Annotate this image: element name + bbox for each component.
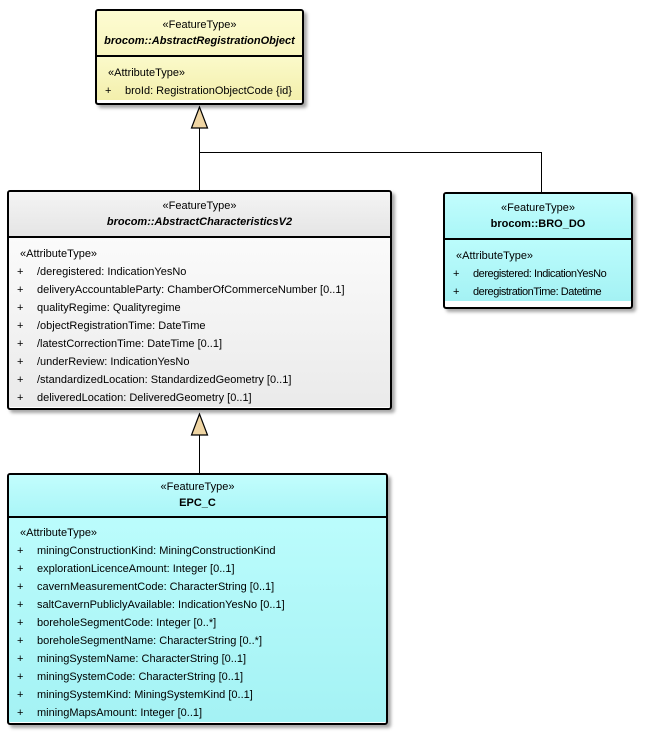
- attribute-text: boreholeSegmentCode: Integer [0..*]: [37, 617, 217, 629]
- visibility-marker: +: [17, 563, 24, 575]
- visibility-marker: +: [17, 320, 24, 332]
- class-name: brocom::AbstractRegistrationObject: [104, 34, 295, 47]
- class-stereotype: «FeatureType»: [162, 18, 237, 31]
- class-stereotype: «FeatureType»: [501, 201, 575, 214]
- class-stereotype: «FeatureType»: [162, 199, 237, 212]
- attribute-row: [15, 686, 380, 704]
- attribute-text: /standardizedLocation: StandardizedGeometry [0..1]: [37, 374, 292, 386]
- attribute-text: miningConstructionKind: MiningConstructionKind: [37, 545, 276, 557]
- attribute-text: saltCavernPubliclyAvailable: IndicationYesNo [0..1]: [37, 599, 285, 611]
- attribute-row: [15, 317, 384, 335]
- attribute-compartment-label: «AttributeType»: [20, 248, 98, 260]
- class-box-abstract-registration-object: [95, 9, 304, 105]
- visibility-marker: +: [17, 392, 24, 404]
- attribute-row: [15, 542, 380, 560]
- attribute-text: /underReview: IndicationYesNo: [37, 356, 190, 368]
- attribute-row: [15, 560, 380, 578]
- attribute-compartment: [97, 57, 302, 100]
- attribute-text: miningMapsAmount: Integer [0..1]: [37, 707, 203, 719]
- class-box-bro-do: [443, 192, 633, 309]
- attribute-compartment: [9, 518, 386, 722]
- attribute-row: [103, 82, 296, 100]
- visibility-marker: +: [17, 266, 24, 278]
- class-name: brocom::BRO_DO: [490, 217, 586, 230]
- class-header: [9, 475, 386, 518]
- class-stereotype: «FeatureType»: [160, 481, 235, 493]
- attribute-row: [15, 299, 384, 317]
- attribute-row: [15, 353, 384, 371]
- visibility-marker: +: [105, 85, 112, 97]
- visibility-marker: +: [17, 599, 24, 611]
- attribute-row: [15, 704, 380, 722]
- visibility-marker: +: [17, 338, 24, 350]
- attribute-text: /deregistered: IndicationYesNo: [37, 266, 187, 278]
- visibility-marker: +: [453, 286, 460, 298]
- attribute-compartment-label: «AttributeType»: [456, 250, 534, 262]
- visibility-marker: +: [17, 689, 24, 701]
- attribute-row: [451, 265, 625, 283]
- attribute-text: /latestCorrectionTime: DateTime [0..1]: [37, 338, 223, 350]
- class-box-abstract-characteristics-v2: [7, 190, 392, 410]
- attribute-row: [451, 283, 625, 301]
- attribute-compartment-label: «AttributeType»: [20, 527, 98, 539]
- attribute-row: [15, 668, 380, 686]
- attribute-text: deregistrationTime: Datetime: [473, 286, 602, 298]
- attribute-text: cavernMeasurementCode: CharacterString [0..1]: [37, 581, 275, 593]
- class-header: [445, 194, 631, 240]
- attribute-row: [15, 596, 380, 614]
- attribute-compartment: [9, 238, 390, 407]
- attribute-row: [15, 632, 380, 650]
- class-name: brocom::AbstractCharacteristicsV2: [106, 215, 293, 228]
- attribute-compartment: [445, 240, 631, 301]
- attribute-row: [15, 335, 384, 353]
- attribute-text: explorationLicenceAmount: Integer [0..1]: [37, 563, 235, 575]
- attribute-text: miningSystemName: CharacterString [0..1]: [37, 653, 247, 665]
- attribute-row: [15, 389, 384, 407]
- attribute-row: [15, 281, 384, 299]
- visibility-marker: +: [453, 268, 460, 280]
- attribute-text: deregistered: IndicationYesNo: [473, 268, 607, 280]
- visibility-marker: +: [17, 284, 24, 296]
- attribute-text: /objectRegistrationTime: DateTime: [37, 320, 206, 332]
- attribute-row: [15, 263, 384, 281]
- attribute-text: broId: RegistrationObjectCode {id}: [125, 85, 292, 97]
- attribute-text: deliveredLocation: DeliveredGeometry [0..1]: [37, 392, 252, 404]
- attribute-compartment-label: «AttributeType»: [108, 67, 186, 79]
- visibility-marker: +: [17, 581, 24, 593]
- attribute-row: [15, 650, 380, 668]
- class-name: EPC_C: [179, 497, 216, 509]
- visibility-marker: +: [17, 635, 24, 647]
- generalization-arrowhead-icon: [192, 414, 208, 435]
- attribute-text: miningSystemCode: CharacterString [0..1]: [37, 671, 244, 683]
- visibility-marker: +: [17, 374, 24, 386]
- attribute-row: [15, 578, 380, 596]
- class-header: [9, 192, 390, 238]
- connector-line: [200, 153, 542, 194]
- attribute-text: qualityRegime: Qualityregime: [37, 302, 181, 314]
- visibility-marker: +: [17, 302, 24, 314]
- visibility-marker: +: [17, 653, 24, 665]
- attribute-text: boreholeSegmentName: CharacterString [0..*]: [37, 635, 263, 647]
- visibility-marker: +: [17, 545, 24, 557]
- visibility-marker: +: [17, 356, 24, 368]
- attribute-row: [15, 614, 380, 632]
- class-header: [97, 11, 302, 57]
- class-box-epc-c: [7, 473, 388, 725]
- attribute-row: [15, 371, 384, 389]
- visibility-marker: +: [17, 671, 24, 683]
- attribute-text: deliveryAccountableParty: ChamberOfCommerceNumber [0..1]: [37, 284, 345, 296]
- visibility-marker: +: [17, 707, 24, 719]
- attribute-text: miningSystemKind: MiningSystemKind [0..1]: [37, 689, 253, 701]
- generalization-arrowhead-icon: [192, 107, 208, 128]
- visibility-marker: +: [17, 617, 24, 629]
